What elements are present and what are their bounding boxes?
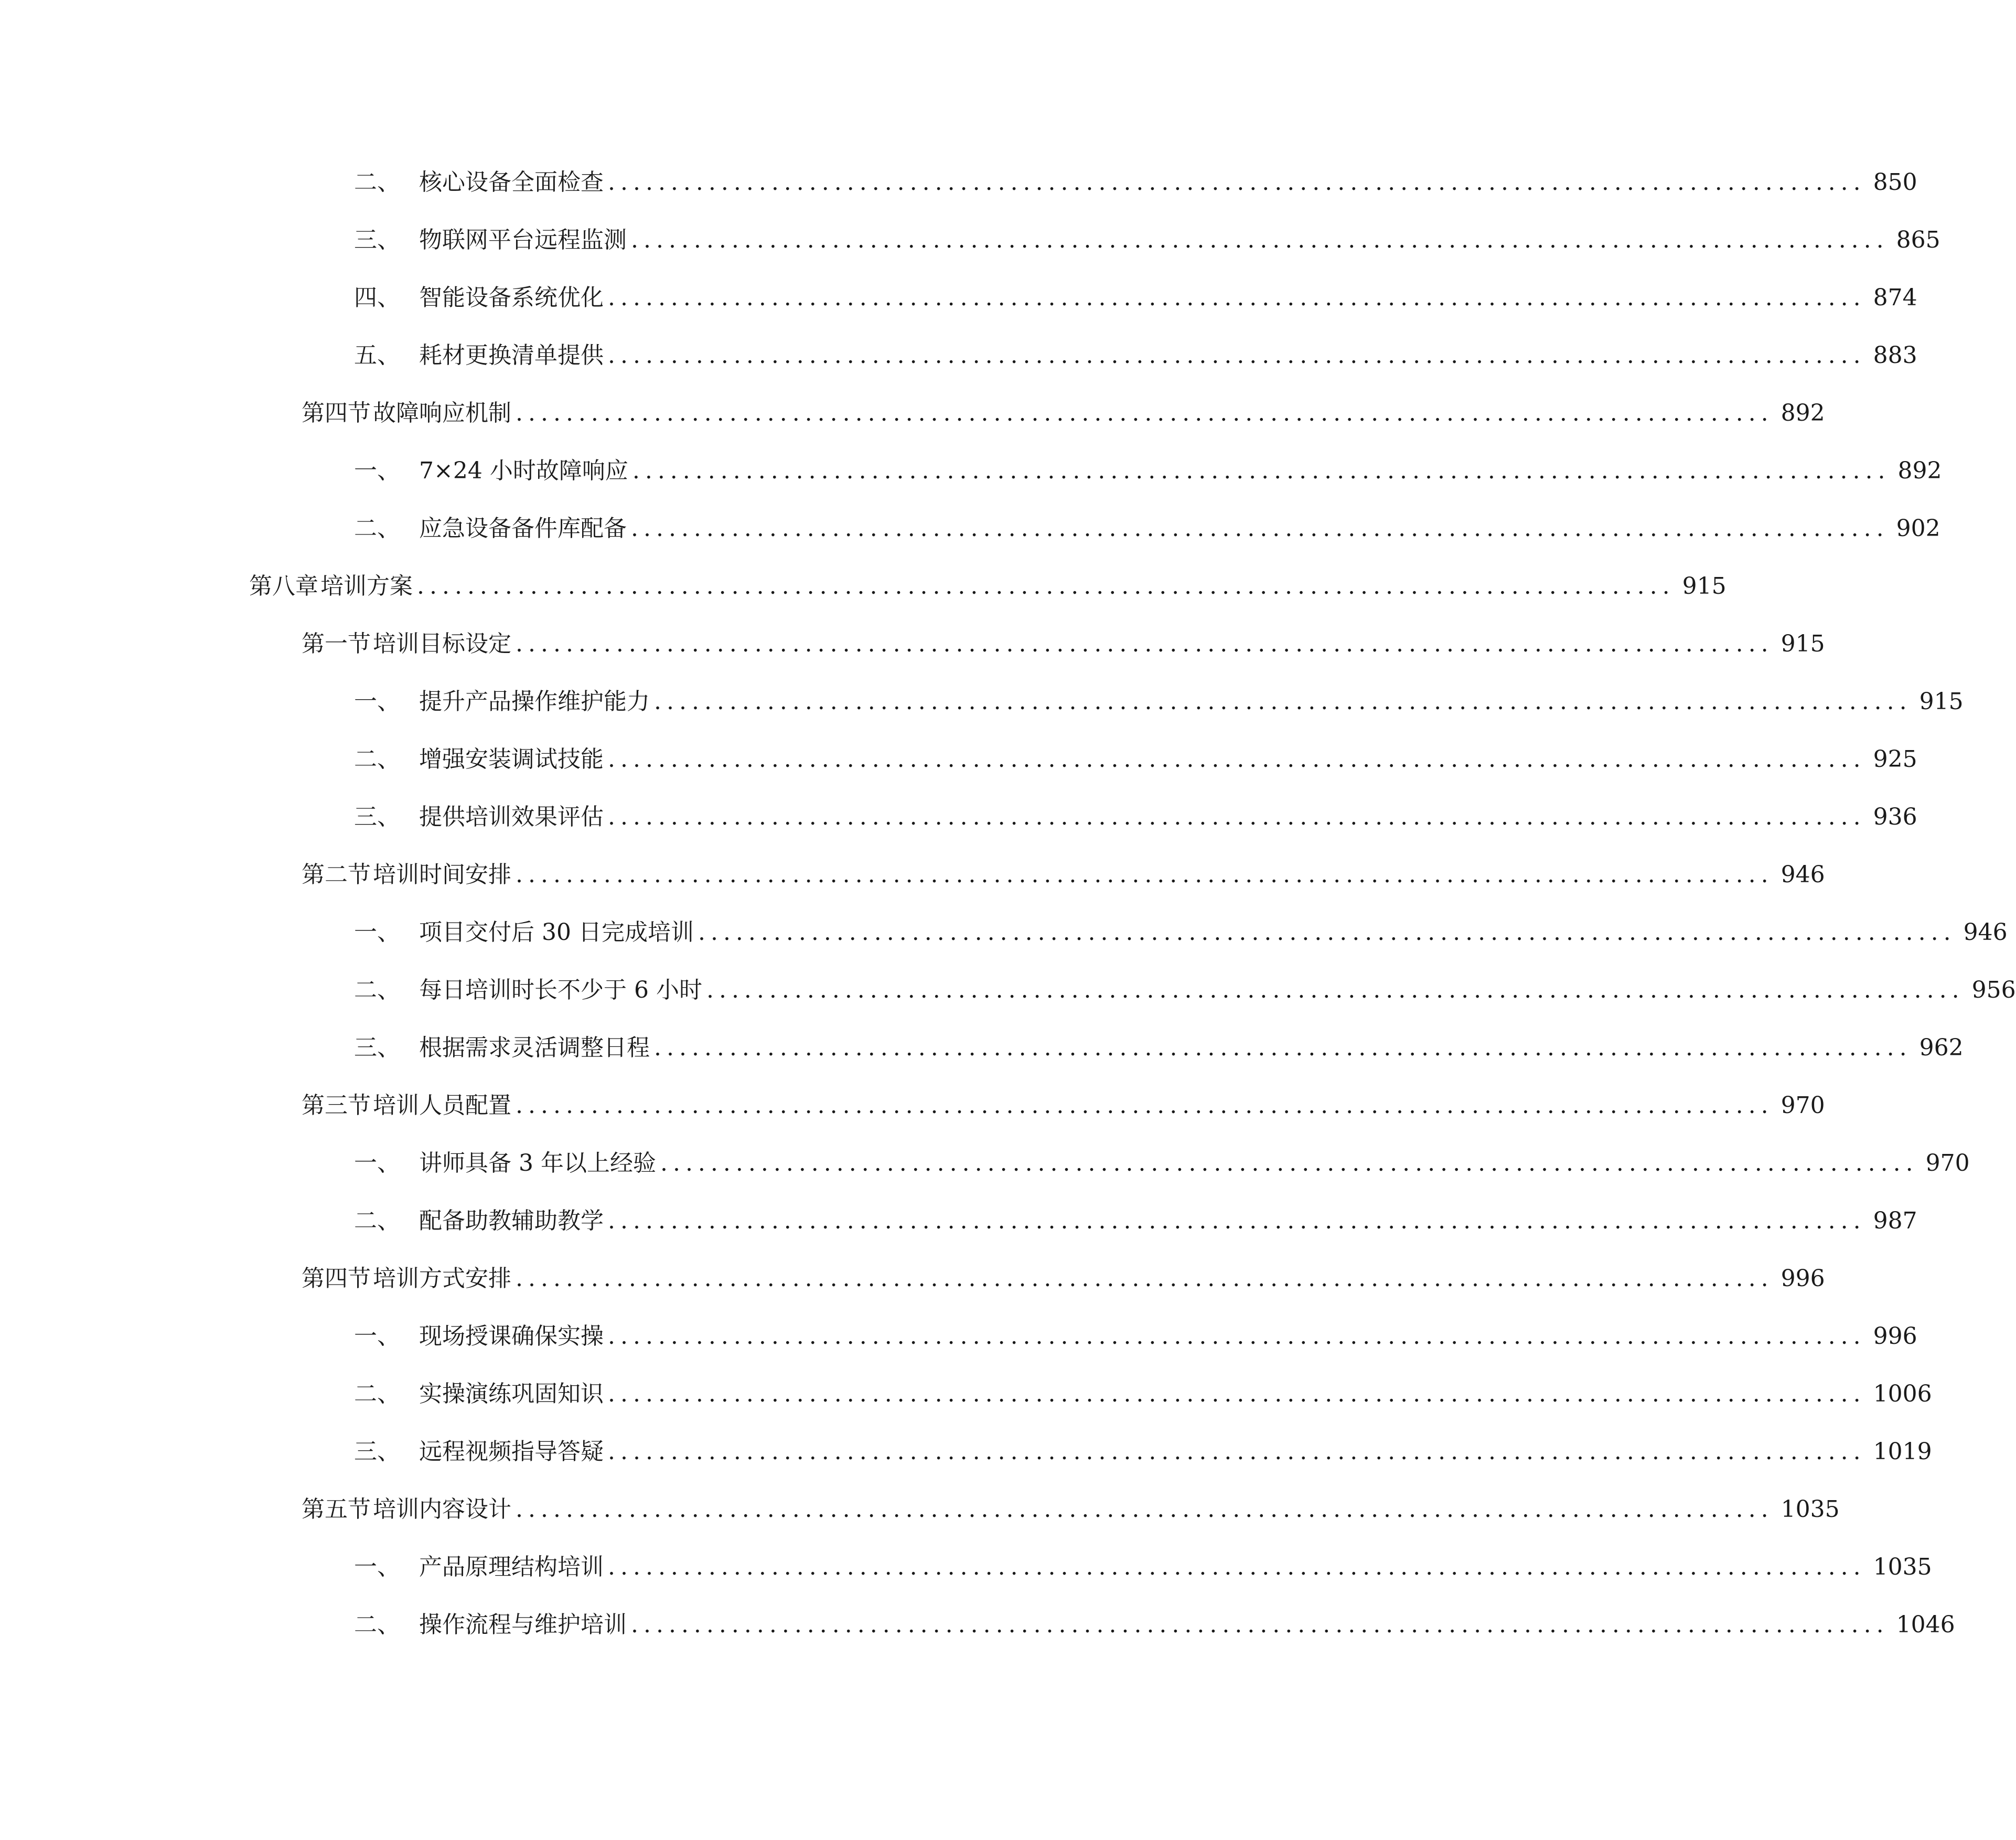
toc-entry-title: 培训内容设计 bbox=[373, 1496, 511, 1523]
dot-leader: .................................................................................................... bbox=[516, 630, 1774, 657]
toc-entry[interactable] bbox=[302, 1087, 1825, 1124]
toc-entry-number: 二、 bbox=[354, 977, 400, 1003]
toc-entry-number: 五、 bbox=[354, 342, 400, 369]
toc-entry-page: 874 bbox=[1873, 284, 1917, 311]
toc-entry-page: 962 bbox=[1919, 1034, 1964, 1061]
dot-leader: .................................................................................................... bbox=[698, 919, 1956, 946]
dot-leader: .................................................................................................... bbox=[516, 861, 1774, 888]
toc-entry-title: 提升产品操作维护能力 bbox=[419, 688, 650, 715]
toc-entry-number: 三、 bbox=[354, 1034, 400, 1061]
toc-entry-title: 增强安装调试技能 bbox=[419, 746, 604, 773]
toc-entry-number: 一、 bbox=[354, 1323, 400, 1350]
toc-entry[interactable] bbox=[354, 280, 1917, 316]
toc-entry[interactable] bbox=[354, 453, 1942, 489]
toc-entry[interactable] bbox=[354, 799, 1917, 836]
dot-leader: .................................................................................................... bbox=[608, 1554, 1866, 1580]
toc-entry-number: 第二节 bbox=[302, 861, 371, 888]
toc-entry-title: 培训人员配置 bbox=[373, 1092, 511, 1119]
toc-entry-number: 第五节 bbox=[302, 1496, 371, 1523]
toc-entry-title: 根据需求灵活调整日程 bbox=[419, 1034, 650, 1061]
dot-leader: .................................................................................................... bbox=[654, 688, 1912, 715]
toc-entry-page: 915 bbox=[1919, 688, 1964, 715]
toc-entry-title: 物联网平台远程监测 bbox=[419, 227, 627, 253]
toc-entry[interactable] bbox=[354, 337, 1917, 374]
dot-leader: .................................................................................................... bbox=[631, 515, 1889, 542]
toc-entry-page: 956 bbox=[1971, 977, 2016, 1003]
dot-leader: .................................................................................................... bbox=[608, 1323, 1866, 1350]
dot-leader: .................................................................................................... bbox=[660, 1150, 1918, 1176]
dot-leader: .................................................................................................... bbox=[608, 804, 1866, 830]
toc-entry-title: 7×24 小时故障响应 bbox=[419, 457, 628, 484]
toc-entry[interactable] bbox=[302, 1260, 1825, 1297]
toc-entry[interactable] bbox=[354, 222, 1940, 259]
toc-entry-title: 现场授课确保实操 bbox=[419, 1323, 604, 1350]
toc-entry-title: 耗材更换清单提供 bbox=[419, 342, 604, 369]
toc-entry-number: 一、 bbox=[354, 1554, 400, 1580]
toc-entry[interactable] bbox=[354, 914, 2008, 951]
toc-entry-number: 一、 bbox=[354, 1150, 400, 1176]
dot-leader: .................................................................................................... bbox=[516, 400, 1774, 426]
toc-entry-title: 配备助教辅助教学 bbox=[419, 1207, 604, 1234]
toc-entry[interactable] bbox=[354, 1318, 1917, 1355]
toc-entry-title: 培训目标设定 bbox=[373, 630, 511, 657]
toc-entry[interactable] bbox=[354, 510, 1940, 547]
toc-entry[interactable] bbox=[354, 1030, 1964, 1066]
toc-entry-number: 三、 bbox=[354, 1438, 400, 1465]
toc-entry-page: 987 bbox=[1873, 1207, 1917, 1234]
dot-leader: .................................................................................................... bbox=[631, 1611, 1889, 1638]
toc-entry-title: 项目交付后 30 日完成培训 bbox=[419, 919, 694, 946]
toc-entry-page: 970 bbox=[1781, 1092, 1825, 1119]
toc-entry-page: 996 bbox=[1873, 1323, 1917, 1350]
toc-entry-number: 第四节 bbox=[302, 1265, 371, 1292]
toc-entry-page: 946 bbox=[1963, 919, 2008, 946]
toc-entry-title: 产品原理结构培训 bbox=[419, 1554, 604, 1580]
toc-entry-page: 925 bbox=[1873, 746, 1917, 773]
toc-entry-number: 二、 bbox=[354, 746, 400, 773]
toc-entry[interactable] bbox=[302, 626, 1825, 662]
toc-entry[interactable] bbox=[354, 1203, 1917, 1239]
toc-entry-title: 核心设备全面检查 bbox=[419, 169, 604, 196]
toc-entry-page: 865 bbox=[1896, 227, 1940, 253]
toc-entry[interactable] bbox=[354, 683, 1964, 720]
toc-entry[interactable] bbox=[354, 1145, 1970, 1182]
toc-entry-title: 培训时间安排 bbox=[373, 861, 511, 888]
toc-entry-page: 996 bbox=[1781, 1265, 1825, 1292]
dot-leader: .................................................................................................... bbox=[631, 227, 1889, 253]
toc-entry-title: 远程视频指导答疑 bbox=[419, 1438, 604, 1465]
toc-entry[interactable] bbox=[354, 741, 1917, 778]
toc-entry-page: 1035 bbox=[1873, 1554, 1932, 1580]
dot-leader: .................................................................................................... bbox=[417, 573, 1675, 600]
toc-entry-number: 一、 bbox=[354, 919, 400, 946]
toc-entry-page: 892 bbox=[1897, 457, 1942, 484]
toc-entry[interactable] bbox=[354, 1607, 1955, 1643]
dot-leader: .................................................................................................... bbox=[706, 977, 1965, 1003]
toc-entry[interactable] bbox=[302, 395, 1825, 432]
toc-entry-title: 操作流程与维护培训 bbox=[419, 1611, 627, 1638]
toc-entry-page: 902 bbox=[1896, 515, 1940, 542]
dot-leader: .................................................................................................... bbox=[516, 1265, 1774, 1292]
toc-entry[interactable] bbox=[249, 568, 1727, 605]
toc-entry-page: 1035 bbox=[1781, 1496, 1840, 1523]
dot-leader: .................................................................................................... bbox=[608, 1438, 1866, 1465]
toc-entry-page: 1006 bbox=[1873, 1381, 1932, 1407]
toc-entry-title: 每日培训时长不少于 6 小时 bbox=[419, 977, 702, 1003]
toc-entry-page: 892 bbox=[1781, 400, 1825, 426]
toc-entry-title: 智能设备系统优化 bbox=[419, 284, 604, 311]
toc-entry[interactable] bbox=[354, 1376, 1932, 1413]
toc-entry-number: 第三节 bbox=[302, 1092, 371, 1119]
toc-entry[interactable] bbox=[302, 1491, 1840, 1528]
toc-entry-page: 850 bbox=[1873, 169, 1917, 196]
toc-entry-page: 1019 bbox=[1873, 1438, 1932, 1465]
toc-entry-number: 四、 bbox=[354, 284, 400, 311]
dot-leader: .................................................................................................... bbox=[608, 746, 1866, 773]
dot-leader: .................................................................................................... bbox=[608, 169, 1866, 196]
toc-entry[interactable] bbox=[354, 1434, 1932, 1470]
toc-entry-title: 培训方案 bbox=[320, 573, 413, 600]
toc-entry-title: 实操演练巩固知识 bbox=[419, 1381, 604, 1407]
dot-leader: .................................................................................................... bbox=[608, 1207, 1866, 1234]
toc-entry-title: 应急设备备件库配备 bbox=[419, 515, 627, 542]
toc-entry-number: 一、 bbox=[354, 688, 400, 715]
toc-entry[interactable] bbox=[302, 857, 1825, 893]
dot-leader: .................................................................................................... bbox=[632, 457, 1891, 484]
toc-entry-number: 二、 bbox=[354, 1611, 400, 1638]
toc-entry-number: 第四节 bbox=[302, 400, 371, 426]
toc-entry-page: 915 bbox=[1682, 573, 1727, 600]
toc-entry-number: 一、 bbox=[354, 457, 400, 484]
toc-entry-number: 二、 bbox=[354, 1207, 400, 1234]
toc-entry-number: 二、 bbox=[354, 169, 400, 196]
toc-entry[interactable] bbox=[354, 164, 1917, 201]
dot-leader: .................................................................................................... bbox=[608, 284, 1866, 311]
toc-entry-number: 第八章 bbox=[249, 573, 318, 600]
toc-entry-number: 二、 bbox=[354, 515, 400, 542]
toc-entry-title: 培训方式安排 bbox=[373, 1265, 511, 1292]
dot-leader: .................................................................................................... bbox=[608, 342, 1866, 369]
toc-entry-number: 三、 bbox=[354, 804, 400, 830]
toc-entry-title: 提供培训效果评估 bbox=[419, 804, 604, 830]
toc-entry-number: 第一节 bbox=[302, 630, 371, 657]
dot-leader: .................................................................................................... bbox=[654, 1034, 1912, 1061]
toc-entry-title: 故障响应机制 bbox=[373, 400, 511, 426]
dot-leader: .................................................................................................... bbox=[516, 1092, 1774, 1119]
toc-entry-page: 946 bbox=[1781, 861, 1825, 888]
toc-entry-page: 970 bbox=[1925, 1150, 1970, 1176]
toc-entry-page: 1046 bbox=[1896, 1611, 1955, 1638]
dot-leader: .................................................................................................... bbox=[608, 1381, 1866, 1407]
toc-entry[interactable] bbox=[354, 972, 2016, 1009]
toc-entry-page: 883 bbox=[1873, 342, 1917, 369]
toc-entry-number: 三、 bbox=[354, 227, 400, 253]
dot-leader: .................................................................................................... bbox=[516, 1496, 1774, 1523]
toc-entry-page: 915 bbox=[1781, 630, 1825, 657]
toc-entry[interactable] bbox=[354, 1549, 1932, 1586]
toc-entry-page: 936 bbox=[1873, 804, 1917, 830]
toc-entry-title: 讲师具备 3 年以上经验 bbox=[419, 1150, 656, 1176]
toc-entry-number: 二、 bbox=[354, 1381, 400, 1407]
